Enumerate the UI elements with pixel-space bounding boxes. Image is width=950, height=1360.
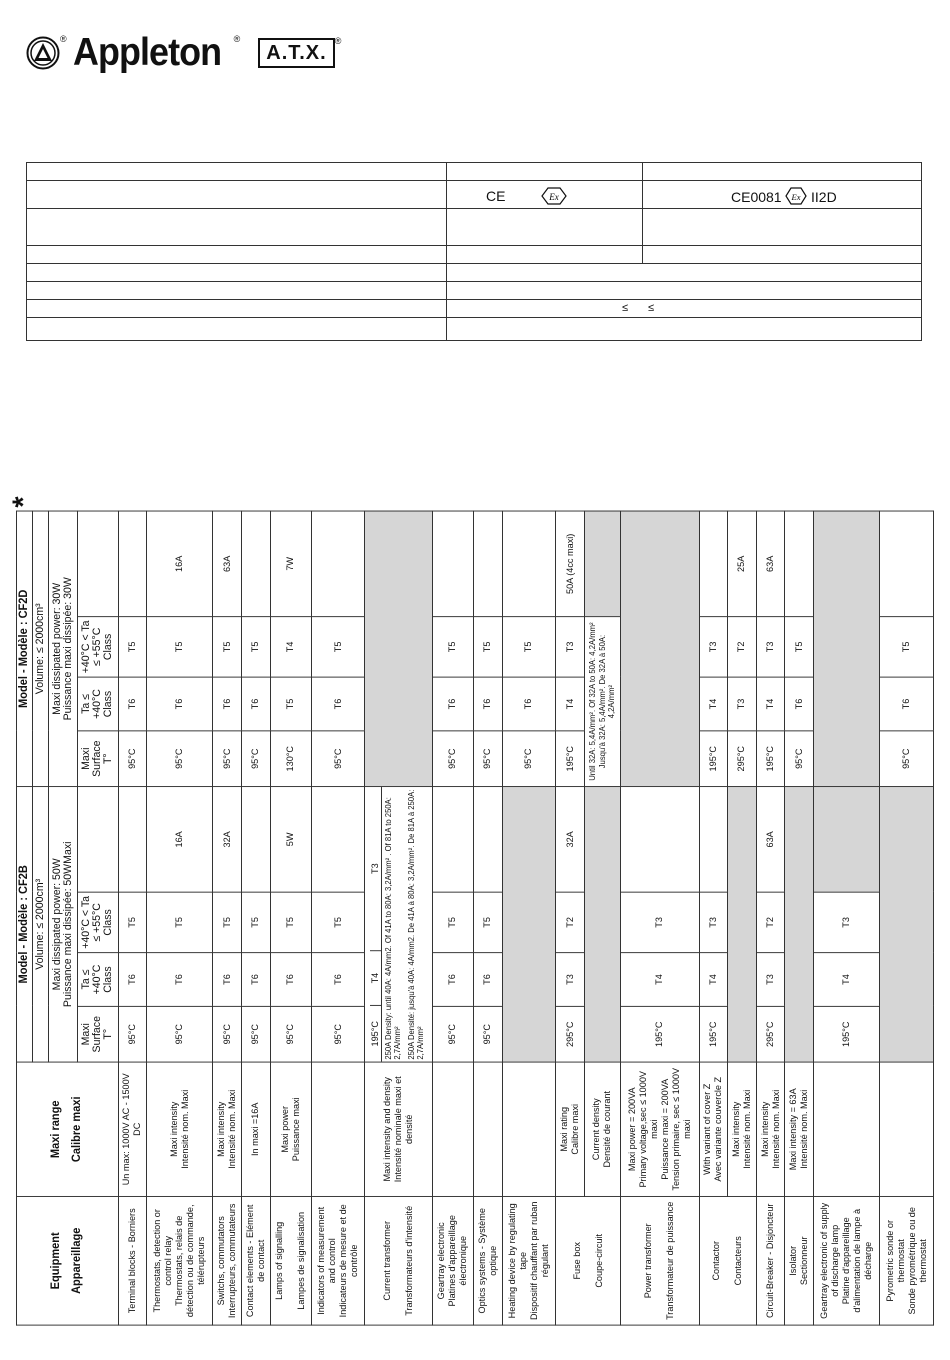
table-row: Circuit-Breaker - Disjoncteur Maxi intensity Intensité nom. Maxi 295°C T3 T2 63A 195°C T4 T3 63A bbox=[756, 394, 785, 1325]
appleton-emblem-icon bbox=[26, 36, 60, 70]
ex-label: Ex bbox=[549, 192, 559, 202]
table-row: Isolator Sectionneur Maxi intensity = 63A Intensité nom. Maxi 95°C T6 T5 bbox=[785, 394, 814, 1325]
table-row: Switchs, commutators Interrupteurs, commutateurs Maxi intensity Intensité nom. Maxi 95°C T6 T5 32A 95°C T6 T5 63A bbox=[213, 394, 242, 1325]
table-row: Optics systems - Système optique 95°C T6 T5 95°C T6 T5 bbox=[473, 394, 502, 1325]
grid-line bbox=[26, 317, 922, 318]
grid-line bbox=[26, 208, 922, 209]
certification-grid bbox=[26, 162, 922, 341]
table-row: Geartray electronic of supply of discharge lamp Platine d'appareillage d'alimentation de lampe à décharge 195°C T4 T3 bbox=[813, 394, 879, 1325]
table-row: Current transformer Transformateurs d'intensité Maxi intensity and density Intensité nominale maxi et densité 195°C T4 T3 250A Density: until 40A: 4A/mm2. Of 41A to 80A: 3,2A/mm² . Of 81A to 250A: 2,7A/mm² 250A Densité: jusqu'à 40A: 4A/mm2. De 41A à 80A: 3,2A/mm². De 81A à 250A: 2,7A/mm² bbox=[365, 394, 432, 1325]
table-row: Terminal blocks - Borniers Un max: 1000V AC - 1500V DC 95°C T6 T5 95°C T6 T5 bbox=[118, 394, 147, 1325]
ex-hexagon-icon bbox=[541, 187, 567, 205]
table-row: Current density Densité de courant Until 32A: 5,4A/mm². Of 32A to 50A: 4,2A/mm² Jusqu'à 32A: 5,4A/mm². De 32A à 50A: 4,2A/mm² bbox=[584, 394, 620, 1325]
table-row: Lamps of signalling Lampes de signalisation Maxi power Puissance maxi 95°C T6 T5 5W 130°C T5 T4 7W bbox=[270, 394, 311, 1325]
ii2d-marking: II2D bbox=[811, 189, 837, 205]
grid-line bbox=[26, 180, 922, 181]
registered-mark-2: ® bbox=[233, 34, 241, 44]
cf2d-volume: Volume: ≤ 2000cm³ bbox=[32, 511, 48, 787]
grid-line bbox=[26, 245, 922, 246]
table-row: Indicators of measurement and control Indicateurs de mesure et de contrôle 95°C T6 T5 95°C T6 T5 bbox=[311, 394, 365, 1325]
cf2d-ta2-header: +40°C < Ta ≤ +55°C Class bbox=[77, 617, 118, 677]
cf2d-power: Maxi dissipated power: 30W Puissance maxi dissipée: 30W bbox=[48, 511, 77, 787]
ce-mark: CE bbox=[486, 188, 506, 204]
grid-line bbox=[26, 281, 922, 282]
table-row: Contact elements - Elément de contact In maxi =16A 95°C T6 T5 95°C T6 T5 bbox=[242, 394, 271, 1325]
cf2d-rating-header bbox=[77, 511, 118, 617]
le-symbol: ≤ bbox=[622, 302, 629, 314]
registered-mark: ® bbox=[60, 34, 67, 44]
cf2b-ta1-header: Ta ≤ +40°C Class bbox=[77, 953, 118, 1007]
table-row: Power transformer Transformateur de puissance Maxi power = 200VA Primary voltage,sec ≤ 1000V maxi Puissance maxi = 200VA Tension primaire, sec ≤ 1000V maxi 195°C T4 T3 bbox=[620, 394, 699, 1325]
le-symbol-2: ≤ bbox=[648, 302, 655, 314]
rotated-table-wrapper bbox=[6, 375, 934, 1345]
grid-line bbox=[26, 263, 922, 264]
model-cf2b-title: Model - Modèle : CF2B bbox=[17, 787, 33, 1063]
table-row: Heating device by regulating tape Dispositif chauffant par ruban régulant 95°C T6 T5 bbox=[502, 394, 556, 1325]
cf2d-ta1-header: Ta ≤ +40°C Class bbox=[77, 677, 118, 731]
cf2b-surface-header: Maxi Surface T° bbox=[77, 1006, 118, 1062]
registered-mark-3: ® bbox=[334, 36, 342, 46]
grid-line bbox=[26, 340, 922, 341]
table-row: Fuse box Coupe-circuit Maxi rating Calibre maxi 295°C T3 T2 32A 195°C T4 T3 50A (4cc maxi) bbox=[556, 394, 585, 1325]
star-mark: * bbox=[6, 496, 40, 508]
table-row: Thermostats, detection or control relay Thermostats, relais de détection ou de commande, télérupteurs Maxi intensity Intensité nom. Maxi 95°C T6 T5 16A 95°C T6 T5 16A bbox=[147, 394, 213, 1325]
cf2d-surface-header: Maxi Surface T° bbox=[77, 731, 118, 787]
brand-logo bbox=[26, 28, 341, 78]
grid-line bbox=[26, 163, 27, 340]
atx-badge: A.T.X. bbox=[258, 38, 334, 68]
cf2b-power: Maxi dissipated power: 50W Puissance maxi dissipée: 50WMaxi bbox=[48, 787, 77, 1063]
ex-hexagon-icon-2 bbox=[785, 187, 807, 205]
grid-line bbox=[921, 163, 922, 340]
brand-name: Appleton bbox=[72, 31, 221, 74]
equipment-table bbox=[6, 394, 934, 1326]
table-row: Contactor Contacteurs With variant of cover Z Avec variante couvercle Z 195°C T4 T3 195°C T4 T3 bbox=[699, 394, 728, 1325]
cf2b-ta2-header: +40°C < Ta ≤ +55°C Class bbox=[77, 892, 118, 952]
model-cf2d-title: Model - Modèle : CF2D bbox=[17, 511, 33, 787]
cf2b-rating-header bbox=[77, 787, 118, 893]
table-row: Maxi intensity Intensité nom. Maxi 295°C T3 T2 25A bbox=[728, 394, 757, 1325]
cf2b-volume: Volume: ≤ 2000cm³ bbox=[32, 787, 48, 1063]
grid-line bbox=[26, 299, 922, 300]
equipment-header: Equipment Appareillage bbox=[17, 1196, 119, 1325]
grid-line bbox=[446, 163, 447, 340]
range-header: Maxi range Calibre maxi bbox=[17, 1062, 119, 1196]
table-row: Pyrometric sonde or thermostat Sonde pyrométrique ou de thermostat 95°C T6 T5 bbox=[880, 394, 934, 1325]
table-row: Geartray electronic Platines d'appareillage électronique 95°C T6 T5 95°C T6 T5 bbox=[432, 394, 473, 1325]
grid-line bbox=[642, 163, 643, 263]
ce0081-mark: CE0081 bbox=[731, 189, 782, 205]
ex-label-2: Ex bbox=[791, 192, 801, 202]
